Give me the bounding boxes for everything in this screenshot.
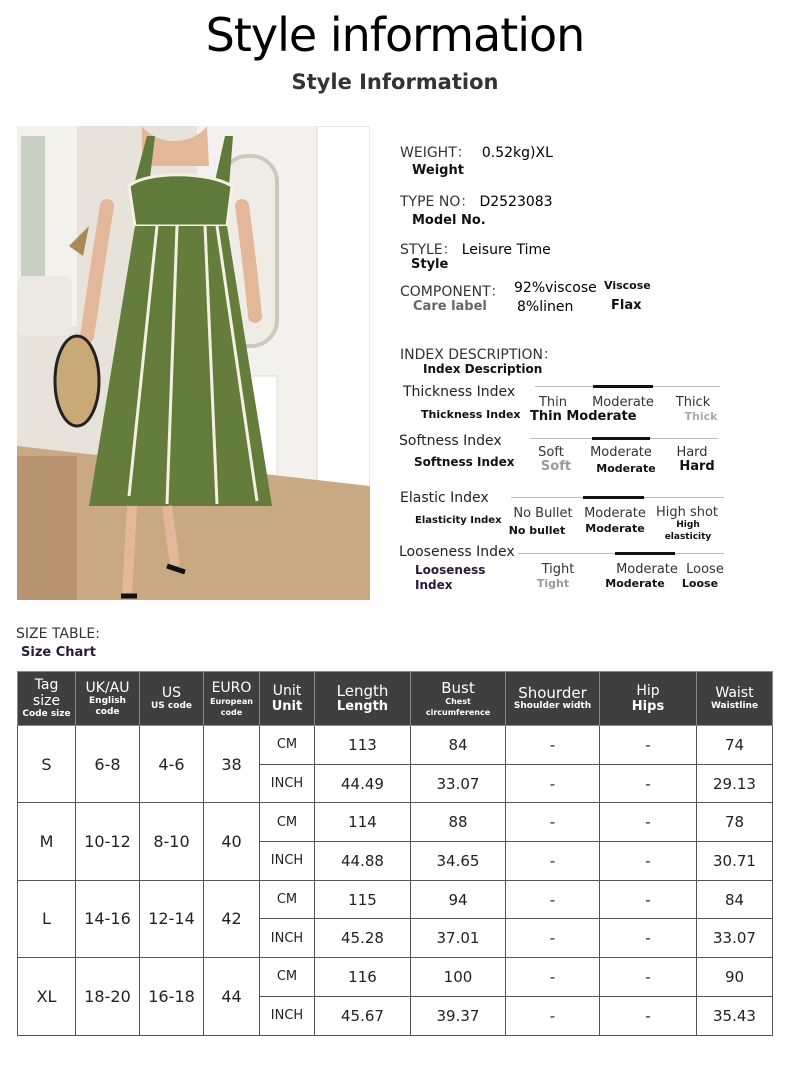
style-row	[400, 239, 551, 259]
softness-index-name: Softness Index	[399, 433, 502, 449]
table-row	[18, 726, 773, 765]
waist-cell: 78	[697, 803, 773, 842]
uk-size-cell: 14-16	[76, 880, 140, 957]
style-value: Leisure Time	[461, 242, 551, 258]
thickness-opt-cn-1: Thin Moderate	[530, 409, 637, 424]
waist-cell: 33.07	[697, 919, 773, 958]
softness-opt-cn-moderate: Moderate	[596, 462, 656, 475]
hip-cell: -	[600, 842, 697, 881]
us-size-cell: 8-10	[140, 803, 204, 880]
dress-model-illustration	[17, 126, 370, 600]
component-value1: 92%viscose	[514, 280, 597, 296]
tag-size-cell: L	[18, 880, 76, 957]
component-value2-cn: Flax	[611, 298, 642, 313]
looseness-opt-loose: Loose	[686, 562, 724, 577]
unit-cell: CM	[260, 958, 315, 997]
thickness-opt-moderate: Moderate	[592, 395, 654, 410]
component-cn: Care label	[413, 299, 487, 314]
length-cell: 45.67	[315, 996, 411, 1035]
elastic-opt-no-bullet: No Bullet	[513, 506, 573, 521]
component-row	[400, 281, 505, 301]
looseness-opt-cn-moderate: Moderate	[605, 577, 665, 590]
waist-cell: 29.13	[697, 764, 773, 803]
euro-size-cell: 38	[204, 726, 260, 803]
size-table-title: SIZE TABLE:	[16, 626, 100, 642]
table-row	[18, 803, 773, 842]
weight-row	[400, 142, 553, 162]
bust-cell: 84	[411, 726, 506, 765]
component-label: COMPONENT：	[400, 284, 505, 300]
looseness-opt-tight: Tight	[541, 562, 575, 577]
header-us: US US code	[140, 672, 204, 726]
length-cell: 115	[315, 880, 411, 919]
hip-cell: -	[600, 919, 697, 958]
tag-size-cell: M	[18, 803, 76, 880]
softness-opt-cn-hard: Hard	[679, 459, 715, 474]
waist-cell: 30.71	[697, 842, 773, 881]
elastic-opt-cn-high: High elasticity	[664, 520, 712, 542]
us-size-cell: 12-14	[140, 880, 204, 957]
bust-cell: 33.07	[411, 764, 506, 803]
elastic-opt-cn-no-bullet: No bullet	[508, 524, 566, 537]
page-subtitle: Style Information	[291, 70, 499, 94]
elastic-index-name-cn: Elasticity Index	[415, 515, 502, 526]
shoulder-cell: -	[506, 726, 600, 765]
shoulder-cell: -	[506, 996, 600, 1035]
softness-opt-moderate: Moderate	[590, 445, 652, 460]
uk-size-cell: 6-8	[76, 726, 140, 803]
hip-cell: -	[600, 880, 697, 919]
softness-opt-hard: Hard	[676, 445, 708, 460]
weight-cn: Weight	[412, 163, 464, 178]
bust-cell: 88	[411, 803, 506, 842]
shoulder-cell: -	[506, 803, 600, 842]
size-table-header	[18, 672, 773, 726]
length-cell: 45.28	[315, 919, 411, 958]
product-photo	[17, 126, 370, 600]
looseness-opt-cn-tight: Tight	[536, 577, 570, 590]
softness-opt-soft: Soft	[538, 445, 564, 460]
tag-size-cell: S	[18, 726, 76, 803]
type-label: TYPE NO：	[400, 194, 475, 210]
waist-cell: 74	[697, 726, 773, 765]
elastic-index-name: Elastic Index	[400, 490, 489, 506]
unit-cell: CM	[260, 880, 315, 919]
length-cell: 44.49	[315, 764, 411, 803]
softness-opt-cn-soft: Soft	[540, 459, 572, 474]
euro-size-cell: 42	[204, 880, 260, 957]
shoulder-cell: -	[506, 958, 600, 997]
tag-size-cell: XL	[18, 958, 76, 1035]
unit-cell: INCH	[260, 919, 315, 958]
table-row	[18, 958, 773, 997]
bust-cell: 94	[411, 880, 506, 919]
looseness-opt-moderate: Moderate	[616, 562, 678, 577]
waist-cell: 35.43	[697, 996, 773, 1035]
unit-cell: INCH	[260, 842, 315, 881]
header-hip: Hip Hips	[600, 672, 697, 726]
looseness-selected-marker	[615, 552, 675, 555]
euro-size-cell: 44	[204, 958, 260, 1035]
uk-size-cell: 18-20	[76, 958, 140, 1035]
hip-cell: -	[600, 958, 697, 997]
euro-size-cell: 40	[204, 803, 260, 880]
style-cn: Style	[411, 257, 449, 272]
unit-cell: INCH	[260, 996, 315, 1035]
thickness-index-name: Thickness Index	[403, 384, 516, 400]
looseness-index-name: Looseness Index	[399, 544, 515, 560]
size-table	[17, 671, 773, 1036]
elastic-opt-moderate: Moderate	[584, 506, 646, 521]
length-cell: 113	[315, 726, 411, 765]
index-subtitle: Index Description	[423, 362, 543, 376]
weight-label: WEIGHT：	[400, 145, 471, 161]
table-row	[18, 880, 773, 919]
header-unit: Unit Unit	[260, 672, 315, 726]
component-value1-cn: Viscose	[604, 279, 651, 292]
header-bust: Bust Chest circumference	[411, 672, 506, 726]
waist-cell: 90	[697, 958, 773, 997]
thickness-index-name-cn: Thickness Index	[421, 408, 521, 421]
unit-cell: CM	[260, 803, 315, 842]
type-value: D2523083	[479, 194, 553, 210]
thickness-opt-thin: Thin	[538, 395, 568, 410]
index-title: INDEX DESCRIPTION：	[400, 347, 558, 363]
shoulder-cell: -	[506, 842, 600, 881]
looseness-index-name-cn: Looseness Index	[415, 563, 486, 592]
hip-cell: -	[600, 726, 697, 765]
unit-cell: INCH	[260, 764, 315, 803]
style-label: STYLE：	[400, 242, 457, 258]
size-table-subtitle: Size Chart	[21, 645, 96, 660]
header-uk-au: UK/AU English code	[76, 672, 140, 726]
softness-index-name-cn: Softness Index	[414, 455, 515, 469]
type-row	[400, 191, 553, 211]
component-value2: 8%linen	[517, 299, 574, 315]
bust-cell: 39.37	[411, 996, 506, 1035]
softness-selected-marker	[592, 437, 650, 440]
looseness-opt-cn-loose: Loose	[681, 577, 719, 590]
header-waist: Waist Waistline	[697, 672, 773, 726]
bust-cell: 37.01	[411, 919, 506, 958]
uk-size-cell: 10-12	[76, 803, 140, 880]
elastic-selected-marker	[583, 496, 644, 499]
us-size-cell: 16-18	[140, 958, 204, 1035]
length-cell: 114	[315, 803, 411, 842]
header-tag-size: Tag size Code size	[18, 672, 76, 726]
us-size-cell: 4-6	[140, 726, 204, 803]
bust-cell: 100	[411, 958, 506, 997]
elastic-opt-cn-moderate: Moderate	[585, 522, 645, 535]
thickness-opt-thick: Thick	[675, 395, 711, 410]
shoulder-cell: -	[506, 880, 600, 919]
hip-cell: -	[600, 996, 697, 1035]
unit-cell: CM	[260, 726, 315, 765]
elastic-opt-high-shot: High shot	[655, 505, 719, 520]
thickness-selected-marker	[593, 385, 653, 388]
shoulder-cell: -	[506, 919, 600, 958]
hip-cell: -	[600, 803, 697, 842]
length-cell: 116	[315, 958, 411, 997]
type-cn: Model No.	[412, 213, 486, 228]
hip-cell: -	[600, 764, 697, 803]
weight-value: 0.52kg)XL	[481, 145, 553, 161]
header-euro: EURO European code	[204, 672, 260, 726]
bust-cell: 34.65	[411, 842, 506, 881]
thickness-opt-cn-2: Thick	[684, 410, 718, 423]
header-shoulder: Shourder Shoulder width	[506, 672, 600, 726]
waist-cell: 84	[697, 880, 773, 919]
page-title: Style information	[205, 8, 585, 62]
shoulder-cell: -	[506, 764, 600, 803]
length-cell: 44.88	[315, 842, 411, 881]
header-length: Length Length	[315, 672, 411, 726]
